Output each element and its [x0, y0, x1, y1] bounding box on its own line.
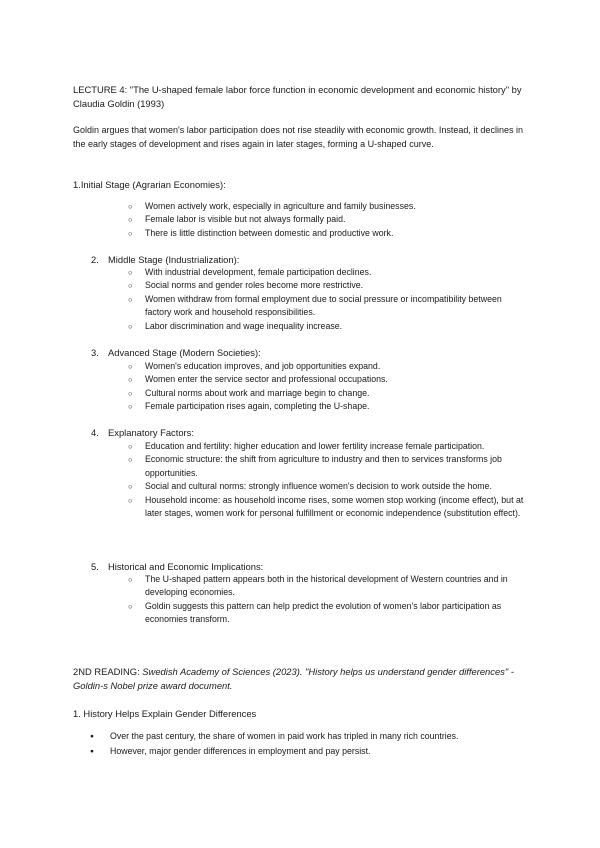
- list-item: ○ Women withdraw from formal employment due to social pressure or incompatibility between factory work and household responsibilities.: [145, 293, 530, 320]
- list-item: ○ Labor discrimination and wage inequality increase.: [145, 320, 530, 333]
- section-title: Explanatory Factors:: [108, 427, 194, 438]
- second-reading-source: Swedish Academy of Sciences (2023). "History helps us understand gender differences" - Goldin-s Nobel prize award document.: [73, 666, 514, 691]
- list-item: ○ Social and cultural norms: strongly influence women's decision to work outside the home.: [145, 480, 530, 493]
- list-item: ● However, major gender differences in employment and pay persist.: [110, 744, 530, 759]
- section-number: 3.: [91, 347, 99, 358]
- list-item: ○ Economic structure: the shift from agriculture to industry and then to services transforms job opportunities.: [145, 453, 530, 480]
- list-item: ○ With industrial development, female participation declines.: [145, 266, 530, 279]
- section-title: Historical and Economic Implications:: [108, 561, 264, 572]
- section-list-middle-stage: [145, 266, 530, 333]
- list-item: ○ Household income: as household income rises, some women stop working (income effect), but at later stages, women work for personal fulfillment or economic independence (substitution effect).: [145, 494, 530, 521]
- list-item: ○ Female labor is visible but not always formally paid.: [145, 213, 530, 226]
- lecture-intro: Goldin argues that women's labor participation does not rise steadily with economic growth. Instead, it declines in the early stages of development and rises again in later stages, forming a U-shaped curve.: [73, 125, 523, 149]
- list-item: ○ Women enter the service sector and professional occupations.: [145, 373, 530, 386]
- second-reading-label: 2ND READING:: [73, 666, 143, 677]
- list-item: ● Over the past century, the share of women in paid work has tripled in many rich countries.: [110, 729, 530, 744]
- section-list-explanatory-factors: [145, 440, 530, 520]
- section-list-historical-implications: [145, 573, 530, 627]
- section-heading-explanatory-factors: [91, 426, 194, 440]
- section-number: 5.: [91, 561, 99, 572]
- list-item: ○ Education and fertility: higher education and lower fertility increase female participation.: [145, 440, 530, 453]
- section-title: Advanced Stage (Modern Societies):: [108, 347, 261, 358]
- section-heading-advanced-stage: [91, 346, 261, 360]
- section-title: Middle Stage (Industrialization):: [108, 254, 240, 265]
- section-list-advanced-stage: [145, 360, 530, 414]
- list-item: ○ Women's education improves, and job opportunities expand.: [145, 360, 530, 373]
- section-heading-historical-implications: [91, 560, 263, 574]
- list-item: ○ Women actively work, especially in agriculture and family businesses.: [145, 200, 530, 213]
- list-item: ○ Goldin suggests this pattern can help predict the evolution of women's labor participation as economies transform.: [145, 600, 530, 627]
- section-number: 2.: [91, 254, 99, 265]
- second-reading-bullets: [110, 729, 530, 759]
- second-reading-section-heading: 1. History Helps Explain Gender Differences: [73, 708, 257, 719]
- list-item: ○ Female participation rises again, completing the U-shape.: [145, 400, 530, 413]
- section-heading-middle-stage: [91, 253, 239, 267]
- section-list-initial-stage: [145, 200, 530, 240]
- list-item: ○ There is little distinction between domestic and productive work.: [145, 227, 530, 240]
- second-reading-citation: [73, 665, 531, 692]
- list-item: ○ Social norms and gender roles become more restrictive.: [145, 279, 530, 292]
- lecture-title: LECTURE 4: "The U-shaped female labor force function in economic development and economic history" by Claudia Goldin (1993): [73, 84, 522, 109]
- list-item: ○ Cultural norms about work and marriage begin to change.: [145, 387, 530, 400]
- section-heading-initial-stage: 1.Initial Stage (Agrarian Economies):: [73, 179, 226, 190]
- list-item: ○ The U-shaped pattern appears both in the historical development of Western countries and in developing economies.: [145, 573, 530, 600]
- section-number: 4.: [91, 427, 99, 438]
